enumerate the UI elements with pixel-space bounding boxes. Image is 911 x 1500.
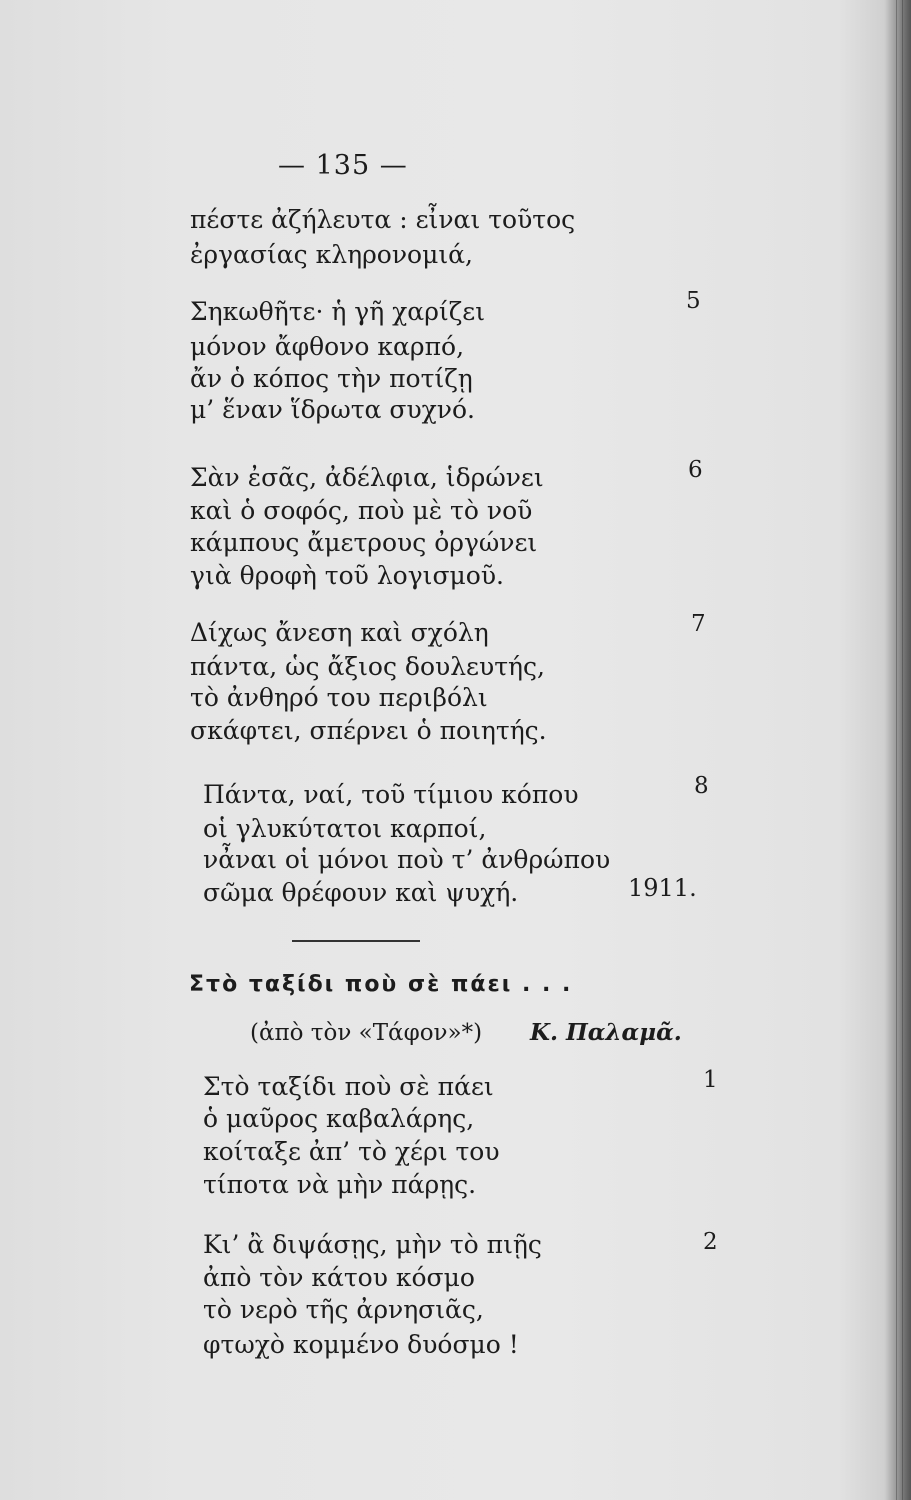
poem-line: σκάφτει, σπέρνει ὁ ποιητής. bbox=[190, 716, 547, 745]
poem-line: ἀπὸ τὸν κάτου κόσμο bbox=[203, 1263, 475, 1292]
page-edge-line bbox=[896, 0, 897, 1500]
poem-line: φτωχὸ κομμένο δυόσμο ! bbox=[203, 1330, 519, 1359]
page-edge-line bbox=[902, 0, 903, 1500]
stanza-number: 5 bbox=[686, 288, 701, 314]
poem-source: (ἀπὸ τὸν «Τάφον»*) bbox=[250, 1020, 483, 1046]
poem-author: Κ. Παλαμᾶ. bbox=[530, 1019, 682, 1046]
poem-line: μ’ ἕναν ἵδρωτα συχνό. bbox=[190, 395, 475, 424]
poem-line: κοίταξε ἀπ’ τὸ χέρι του bbox=[203, 1137, 500, 1166]
poem-title: Στὸ ταξίδι ποὺ σὲ πάει . . . bbox=[189, 972, 573, 997]
stanza-number: 7 bbox=[691, 611, 706, 637]
stanza-number: 1 bbox=[703, 1067, 718, 1093]
poem-line: Πάντα, ναί, τοῦ τίμιου κόπου bbox=[203, 780, 579, 809]
poem-line: νἆναι οἱ μόνοι ποὺ τ’ ἀνθρώπου bbox=[203, 845, 611, 874]
poem-line: ὁ μαῦρος καβαλάρης, bbox=[203, 1104, 475, 1133]
page-edge-shadow bbox=[885, 0, 911, 1500]
poem-line: μόνον ἄφθονο καρπό, bbox=[190, 332, 465, 361]
poem-line: Στὸ ταξίδι ποὺ σὲ πάει bbox=[203, 1072, 494, 1101]
poem-line: πέστε ἀζήλευτα : εἶναι τοῦτος bbox=[190, 205, 576, 234]
section-divider bbox=[292, 940, 420, 942]
poem-line: Σὰν ἐσᾶς, ἀδέλφια, ἱδρώνει bbox=[190, 463, 544, 492]
page-number: — 135 — bbox=[278, 150, 408, 181]
poem-line: κάμπους ἄμετρους ὀργώνει bbox=[190, 528, 538, 557]
stanza-number: 2 bbox=[703, 1229, 718, 1255]
stanza-number: 6 bbox=[688, 457, 703, 483]
poem-line: γιὰ θροφὴ τοῦ λογισμοῦ. bbox=[190, 561, 504, 590]
stanza-number: 8 bbox=[694, 773, 709, 799]
poem-line: Κι’ ἂ διψάσῃς, μὴν τὸ πιῇς bbox=[203, 1230, 542, 1259]
poem-line: πάντα, ὡς ἄξιος δουλευτής, bbox=[190, 652, 545, 681]
poem-line: σῶμα θρέφουν καὶ ψυχή. bbox=[203, 878, 519, 907]
poem-line: τὸ νερὸ τῆς ἀρνησιᾶς, bbox=[203, 1295, 484, 1324]
poem-line: ἄν ὁ κόπος τὴν ποτίζῃ bbox=[190, 364, 473, 393]
poem-line: ἐργασίας κληρονομιά, bbox=[190, 240, 473, 269]
poem-line: καὶ ὁ σοφός, ποὺ μὲ τὸ νοῦ bbox=[190, 496, 533, 525]
poem-line: τίποτα νὰ μὴν πάρῃς. bbox=[203, 1170, 477, 1199]
poem-date: 1911. bbox=[628, 874, 697, 902]
poem-line: Σηκωθῆτε· ἡ γῆ χαρίζει bbox=[190, 297, 485, 326]
poem-line: οἱ γλυκύτατοι καρποί, bbox=[203, 814, 487, 843]
poem-line: Δίχως ἄνεση καὶ σχόλη bbox=[190, 618, 489, 647]
poem-line: τὸ ἀνθηρό του περιβόλι bbox=[190, 683, 488, 712]
